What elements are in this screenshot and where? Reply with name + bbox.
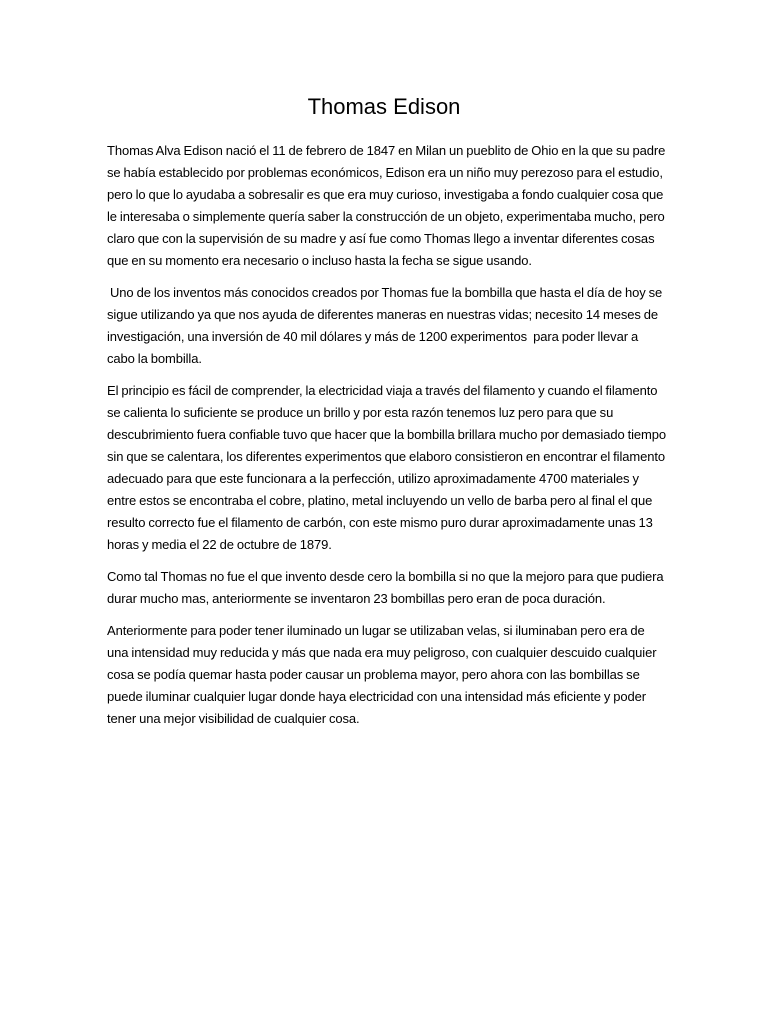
paragraph-1: Thomas Alva Edison nació el 11 de febrero de 1847 en Milan un pueblito de Ohio en la que su padre se había establecido por problemas económicos, Edison era un niño muy perezoso para el estudio, pero lo que lo ayudaba a sobresalir es que era muy curioso, investigaba a fondo cualquier cosa que le interesaba o simplemente quería saber la construcción de un objeto, experimentaba mucho, pero claro que con la supervisión de su madre y así fue como Thomas llego a inventar diferentes cosas que en su momento era necesario o incluso hasta la fecha se sigue usando. xyxy=(107,143,669,268)
document-body xyxy=(107,140,670,740)
paragraph-4: Como tal Thomas no fue el que invento desde cero la bombilla si no que la mejoro para que pudiera durar mucho mas, anteriormente se inventaron 23 bombillas pero eran de poca duración. xyxy=(107,569,667,606)
paragraph-3: El principio es fácil de comprender, la electricidad viaja a través del filamento y cuando el filamento se calienta lo suficiente se produce un brillo y por esta razón tenemos luz pero para que su descubrimiento fuera confiable tuvo que hacer que la bombilla brillara mucho por demasiado tiempo sin que se calentara, los diferentes experimentos que elaboro consistieron en encontrar el filamento adecuado para que este funcionara a la perfección, utilizo aproximadamente 4700 materiales y entre estos se encontraba el cobre, platino, metal incluyendo un vello de barba pero al final el que resulto correcto fue el filamento de carbón, con este mismo puro durar aproximadamente unas 13 horas y media el 22 de octubre de 1879. xyxy=(107,383,670,552)
paragraph-2: Uno de los inventos más conocidos creados por Thomas fue la bombilla que hasta el día de hoy se sigue utilizando ya que nos ayuda de diferentes maneras en nuestras vidas; necesito 14 meses de investigación, una inversión de 40 mil dólares y más de 1200 experimentos para poder llevar a cabo la bombilla. xyxy=(107,285,666,366)
paragraph-5: Anteriormente para poder tener iluminado un lugar se utilizaban velas, si iluminaban pero era de una intensidad muy reducida y más que nada era muy peligroso, con cualquier descuido cualquier cosa se podía quemar hasta poder causar un problema mayor, pero ahora con las bombillas se puede iluminar cualquier lugar donde haya electricidad con una intensidad más eficiente y poder tener una mejor visibilidad de cualquier cosa. xyxy=(107,623,660,726)
document-title: Thomas Edison xyxy=(307,94,461,119)
